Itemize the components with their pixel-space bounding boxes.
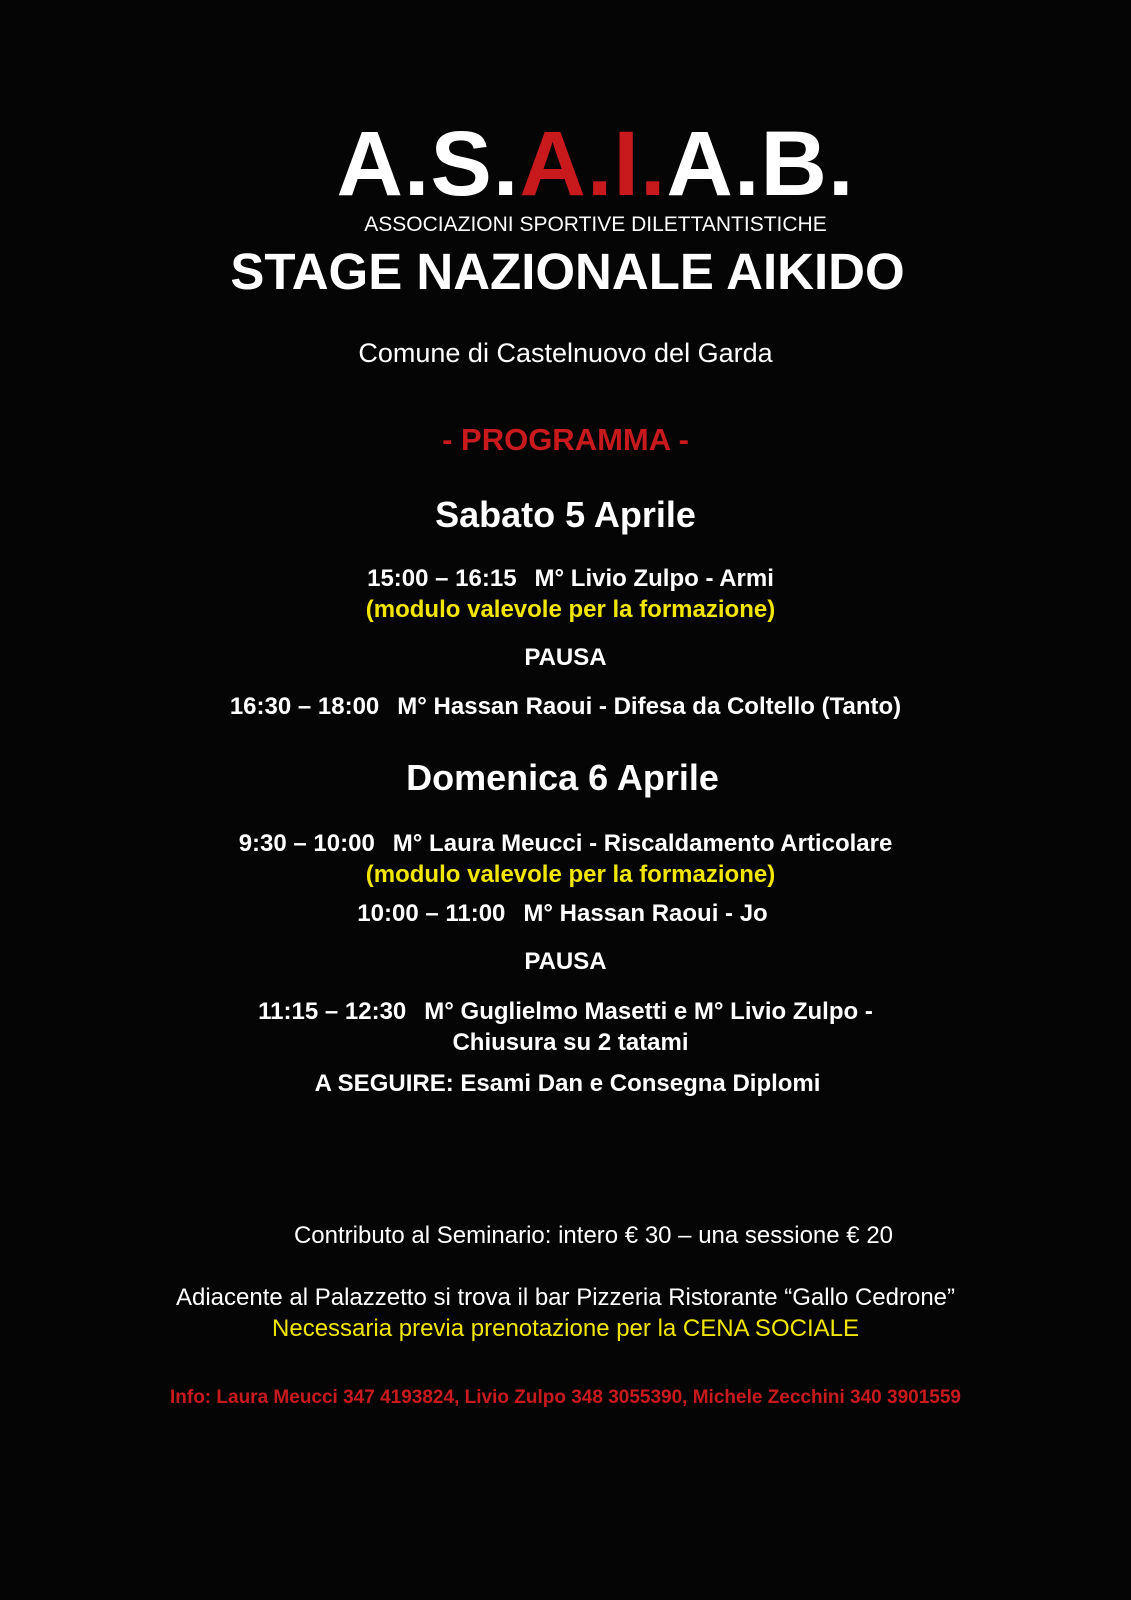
follow-up-exams: A SEGUIRE: Esami Dan e Consegna Diplomi [314,1070,821,1097]
sunday-slot-1-note: (modulo valevole per la formazione) [365,861,776,888]
logo-part-2: A.I. [519,113,667,215]
restaurant-info: Adiacente al Palazzetto si trova il bar Pizzeria Ristorante “Gallo Cedrone” [175,1284,956,1311]
day-saturday: Sabato 5 Aprile [435,494,696,535]
saturday-slot-1 [5,567,1131,591]
programma-heading: - PROGRAMMA - [442,422,689,457]
sunday-pausa: PAUSA [524,948,607,975]
slot-time: 15:00 – 16:15 [367,565,517,592]
sunday-slot-3 [0,1000,1131,1024]
slot-description: M° Hassan Raoui - Difesa da Coltello (Tanto) [397,693,902,720]
slot-time: 16:30 – 18:00 [229,693,380,720]
contact-info: Info: Laura Meucci 347 4193824, Livio Zulpo 348 3055390, Michele Zecchini 340 3901559 [169,1387,961,1408]
contribution-fee: Contributo al Seminario: intero € 30 – una sessione € 20 [293,1222,894,1249]
sunday-slot-2 [0,902,1128,926]
association-subtitle: ASSOCIAZIONI SPORTIVE DILETTANTISTICHE [364,213,827,236]
slot-time: 11:15 – 12:30 [258,998,407,1025]
event-title: STAGE NAZIONALE AIKIDO [230,243,905,300]
slot-time: 9:30 – 10:00 [238,830,375,857]
slot-description: M° Hassan Raoui - Jo [523,900,768,927]
slot-description: M° Livio Zulpo - Armi [534,565,774,592]
logo-part-3: A.B. [666,113,855,215]
slot-description: M° Guglielmo Masetti e M° Livio Zulpo - [424,998,873,1025]
logo-part-1: A.S. [336,113,520,215]
saturday-pausa: PAUSA [524,644,607,671]
sunday-slot-3-continued: Chiusura su 2 tatami [452,1029,689,1056]
dinner-reservation-note: Necessaria previa prenotazione per la CENA SOCIALE [272,1315,859,1342]
day-sunday: Domenica 6 Aprile [406,757,719,798]
slot-description: M° Laura Meucci - Riscaldamento Articolare [392,830,893,857]
slot-time: 10:00 – 11:00 [357,900,506,927]
event-location: Comune di Castelnuovo del Garda [358,338,773,368]
logo-asaiab [30,113,1131,215]
sunday-slot-1 [0,832,1131,856]
saturday-slot-2 [0,695,1131,719]
saturday-slot-1-note: (modulo valevole per la formazione) [365,596,776,623]
